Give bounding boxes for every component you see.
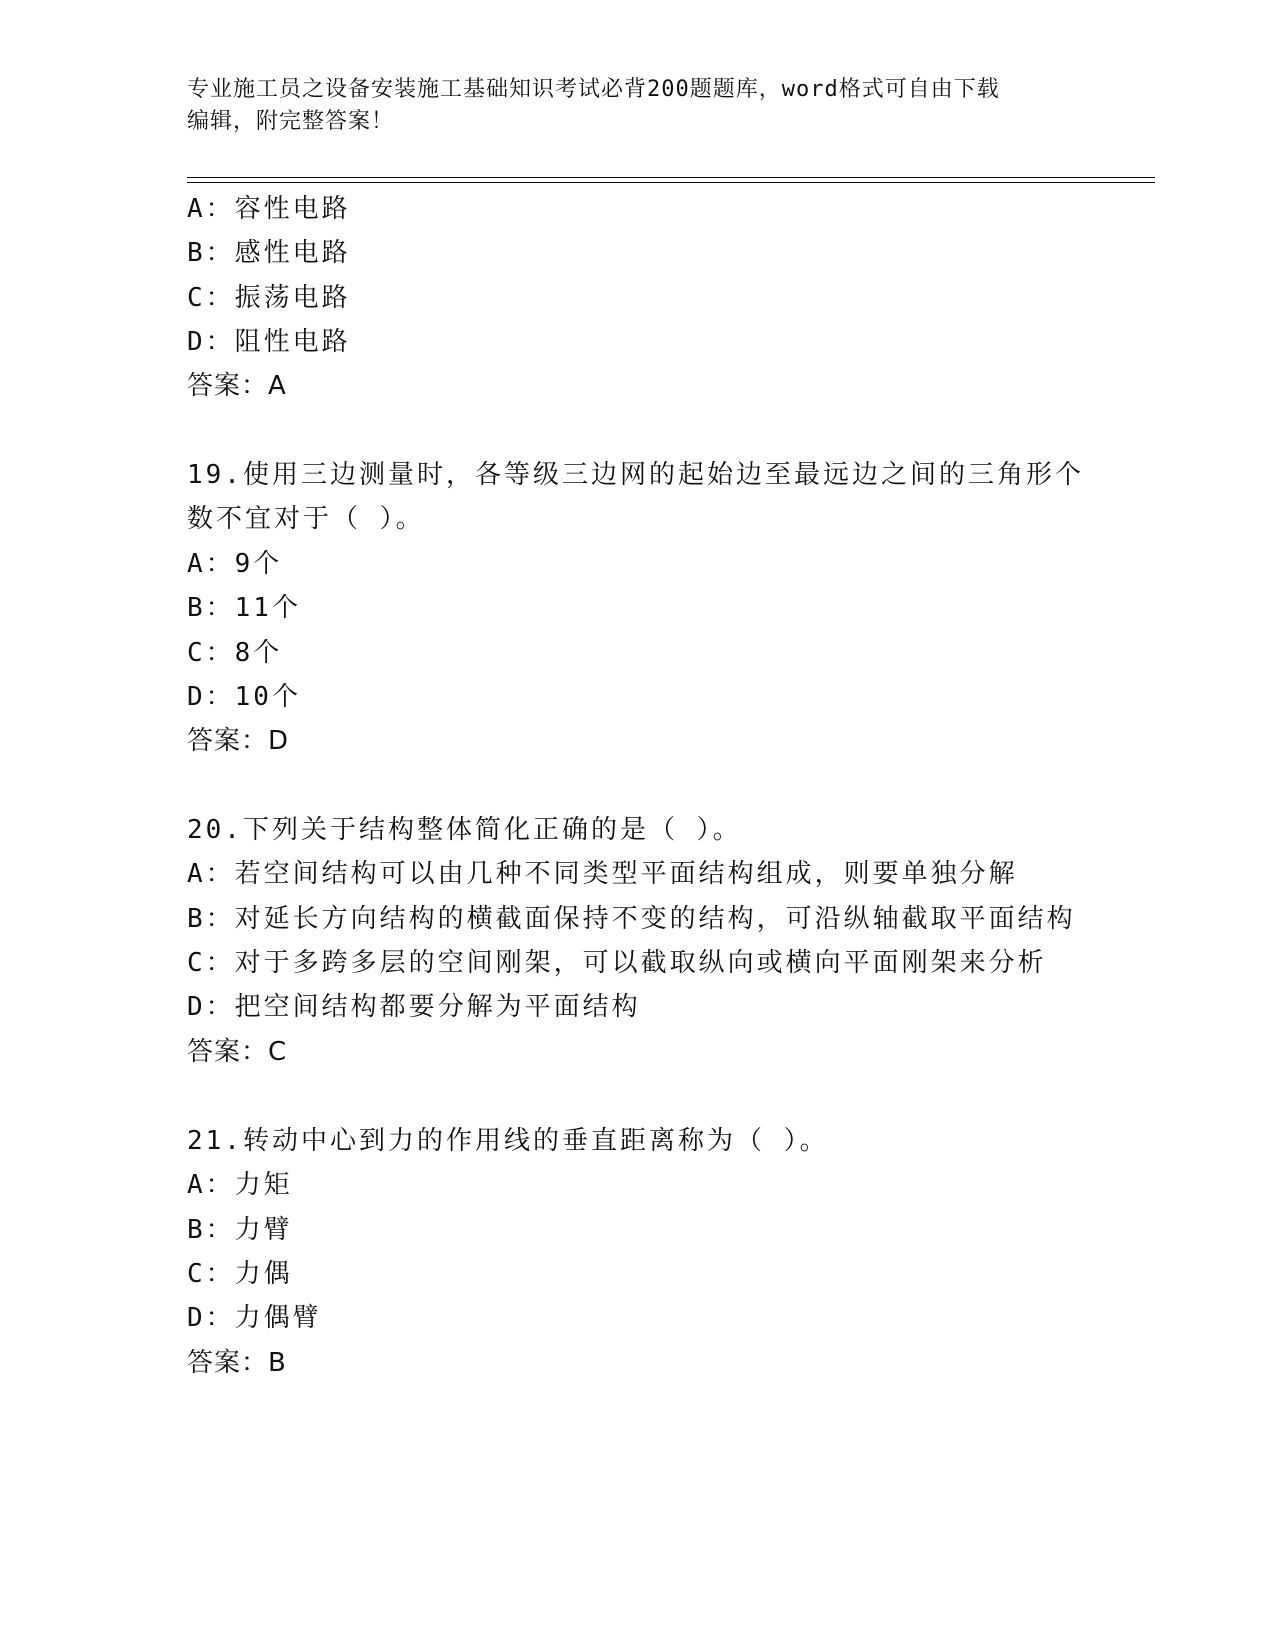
q19-option-d: D：10个 — [187, 682, 301, 712]
q21-answer: 答案：B — [187, 1348, 287, 1378]
q21-option-a: A：力矩 — [187, 1170, 293, 1200]
header-title-line-1: 专业施工员之设备安装施工基础知识考试必背200题题库，word格式可自由下载 — [187, 77, 1000, 102]
q20-answer: 答案：C — [187, 1037, 288, 1067]
q19-option-c: C：8个 — [187, 638, 283, 668]
header-divider-top — [187, 177, 1155, 178]
q20-option-a: A：若空间结构可以由几种不同类型平面结构组成，则要单独分解 — [187, 859, 1018, 889]
q19-option-b: B：11个 — [187, 593, 301, 623]
q18-option-a: A：容性电路 — [187, 194, 351, 224]
q20-option-d: D：把空间结构都要分解为平面结构 — [187, 992, 641, 1022]
q21-option-c: C：力偶 — [187, 1259, 293, 1289]
q19-stem-line-1: 19.使用三边测量时，各等级三边网的起始边至最远边之间的三角形个 — [187, 460, 1084, 490]
q18-option-b: B：感性电路 — [187, 238, 351, 268]
q20-option-c: C：对于多跨多层的空间刚架，可以截取纵向或横向平面刚架来分析 — [187, 948, 1047, 978]
q18-answer: 答案：A — [187, 371, 287, 401]
q21-option-b: B：力臂 — [187, 1215, 293, 1245]
q19-stem-line-2: 数不宜对于（ ）。 — [187, 504, 425, 534]
q21-option-d: D：力偶臂 — [187, 1303, 322, 1333]
q19-option-a: A：9个 — [187, 549, 283, 579]
q21-stem: 21.转动中心到力的作用线的垂直距离称为（ ）。 — [187, 1126, 829, 1156]
q20-stem: 20.下列关于结构整体简化正确的是（ ）。 — [187, 815, 742, 845]
header-title-line-2: 编辑，附完整答案！ — [187, 109, 395, 134]
q19-answer: 答案：D — [187, 726, 290, 756]
document-header — [187, 74, 1087, 138]
q18-option-c: C：振荡电路 — [187, 283, 351, 313]
header-divider-bottom — [187, 182, 1155, 183]
q18-option-d: D：阻性电路 — [187, 327, 351, 357]
q20-option-b: B：对延长方向结构的横截面保持不变的结构，可沿纵轴截取平面结构 — [187, 904, 1076, 934]
